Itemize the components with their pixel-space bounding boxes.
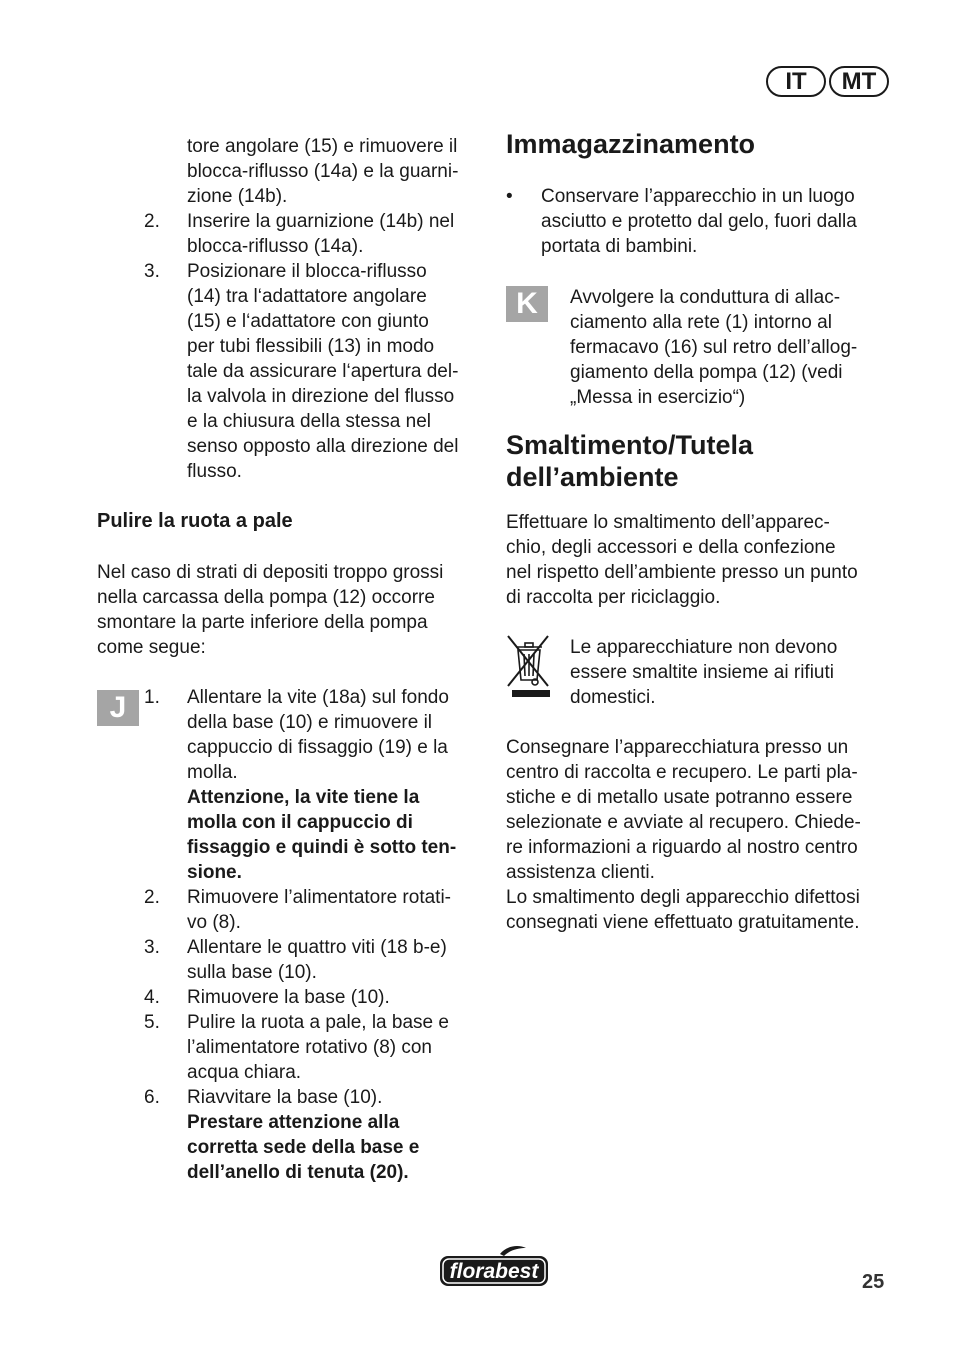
text-line: „Messa in esercizio“) xyxy=(570,387,746,408)
step-number: 5. xyxy=(144,1012,160,1033)
text-line: nella carcassa della pompa (12) occorre xyxy=(97,587,435,608)
warning-line: Attenzione, la vite tiene la xyxy=(187,787,420,808)
warning-line: fissaggio e quindi è sotto ten- xyxy=(187,837,457,858)
text-line: stiche e di metallo usate potranno essere xyxy=(506,787,853,808)
figure-ref-box-j: J xyxy=(97,690,139,726)
text-line: Lo smaltimento degli apparecchio difettosi xyxy=(506,887,860,908)
text-line: acqua chiara. xyxy=(187,1062,302,1083)
text-line: molla. xyxy=(187,762,238,783)
text-line: centro di raccolta e recupero. Le parti pla- xyxy=(506,762,858,783)
text-line: nel rispetto dell’ambiente presso un punto xyxy=(506,562,858,583)
step-number: 6. xyxy=(144,1087,160,1108)
text-line: portata di bambini. xyxy=(541,236,698,257)
text-line: blocca-riflusso (14a). xyxy=(187,236,364,257)
page-number: 25 xyxy=(862,1271,885,1293)
lang-tag-it: IT xyxy=(766,66,826,97)
text-line: (15) e l‘adattatore con giunto xyxy=(187,311,429,332)
text-line: Le apparecchiature non devono xyxy=(570,637,838,658)
text-line: cappuccio di fissaggio (19) e la xyxy=(187,737,448,758)
step-number: 3. xyxy=(144,937,160,958)
text-line: tale da assicurare l‘apertura del- xyxy=(187,361,459,382)
text-line: selezionate e avviate al recupero. Chiede- xyxy=(506,812,861,833)
text-line: Posizionare il blocca-riflusso xyxy=(187,261,427,282)
text-line: asciutto e protetto dal gelo, fuori dalla xyxy=(541,211,857,232)
step-number: 1. xyxy=(144,687,160,708)
text-line: Rimuovere la base (10). xyxy=(187,987,390,1008)
text-line: consegnati viene effettuato gratuitamente. xyxy=(506,912,860,933)
text-line: di raccolta per riciclaggio. xyxy=(506,587,721,608)
text-line: Consegnare l’apparecchiatura presso un xyxy=(506,737,849,758)
text-line: Riavvitare la base (10). xyxy=(187,1087,383,1108)
text-line: Allentare le quattro viti (18 b-e) xyxy=(187,937,447,958)
text-line: senso opposto alla direzione del xyxy=(187,436,459,457)
warning-line: molla con il cappuccio di xyxy=(187,812,413,833)
text-line: essere smaltite insieme ai rifiuti xyxy=(570,662,834,683)
bullet-glyph: • xyxy=(506,186,513,207)
text-line: Rimuovere l’alimentatore rotati- xyxy=(187,887,451,908)
text-line: vo (8). xyxy=(187,912,241,933)
lang-tag-mt: MT xyxy=(829,66,889,97)
text-line: ciamento alla rete (1) intorno al xyxy=(570,312,832,333)
section-heading-immagazzinamento: Immagazzinamento xyxy=(506,129,756,159)
logo-text: florabest xyxy=(449,1260,539,1283)
text-line: smontare la parte inferiore della pompa xyxy=(97,612,428,633)
weee-bin-icon xyxy=(504,632,554,698)
text-line: Conservare l’apparecchio in un luogo xyxy=(541,186,855,207)
text-line: zione (14b). xyxy=(187,186,288,207)
text-line: sulla base (10). xyxy=(187,962,317,983)
text-line: Pulire la ruota a pale, la base e xyxy=(187,1012,449,1033)
text-line: Effettuare lo smaltimento dell’apparec- xyxy=(506,512,830,533)
text-line: la valvola in direzione del flusso xyxy=(187,386,455,407)
text-line: chio, degli accessori e della confezione xyxy=(506,537,836,558)
text-line: Nel caso di strati di depositi troppo grossi xyxy=(97,562,444,583)
warning-line: sione. xyxy=(187,862,242,883)
step-number: 3. xyxy=(144,261,160,282)
step-number: 4. xyxy=(144,987,160,1008)
text-line: l’alimentatore rotativo (8) con xyxy=(187,1037,432,1058)
text-line: Avvolgere la conduttura di allac- xyxy=(570,287,841,308)
text-line: per tubi flessibili (13) in modo xyxy=(187,336,435,357)
section-heading-pulire: Pulire la ruota a pale xyxy=(97,510,293,532)
text-line: Allentare la vite (18a) sul fondo xyxy=(187,687,449,708)
text-line: della base (10) e rimuovere il xyxy=(187,712,433,733)
text-line: domestici. xyxy=(570,687,656,708)
heading-line: Smaltimento/Tutela xyxy=(506,430,754,460)
text-line: fermacavo (16) sul retro dell’allog- xyxy=(570,337,858,358)
step-number: 2. xyxy=(144,211,160,232)
warning-line: corretta sede della base e xyxy=(187,1137,420,1158)
text-line: e la chiusura della stessa nel xyxy=(187,411,431,432)
text-line: Inserire la guarnizione (14b) nel xyxy=(187,211,455,232)
text-line: giamento della pompa (12) (vedi xyxy=(570,362,843,383)
figure-ref-box-k: K xyxy=(506,286,548,322)
warning-line: Prestare attenzione alla xyxy=(187,1112,400,1133)
text-line: (14) tra l‘adattatore angolare xyxy=(187,286,427,307)
florabest-logo xyxy=(438,1244,550,1288)
text-line: come segue: xyxy=(97,637,206,658)
text-line: blocca-riflusso (14a) e la guarni- xyxy=(187,161,459,182)
text-line: flusso. xyxy=(187,461,242,482)
warning-line: dell’anello di tenuta (20). xyxy=(187,1162,409,1183)
text-line: re informazioni a riguardo al nostro centro xyxy=(506,837,858,858)
step-number: 2. xyxy=(144,887,160,908)
text-line: assistenza clienti. xyxy=(506,862,655,883)
text-line: tore angolare (15) e rimuovere il xyxy=(187,136,458,157)
heading-line: dell’ambiente xyxy=(506,462,679,492)
